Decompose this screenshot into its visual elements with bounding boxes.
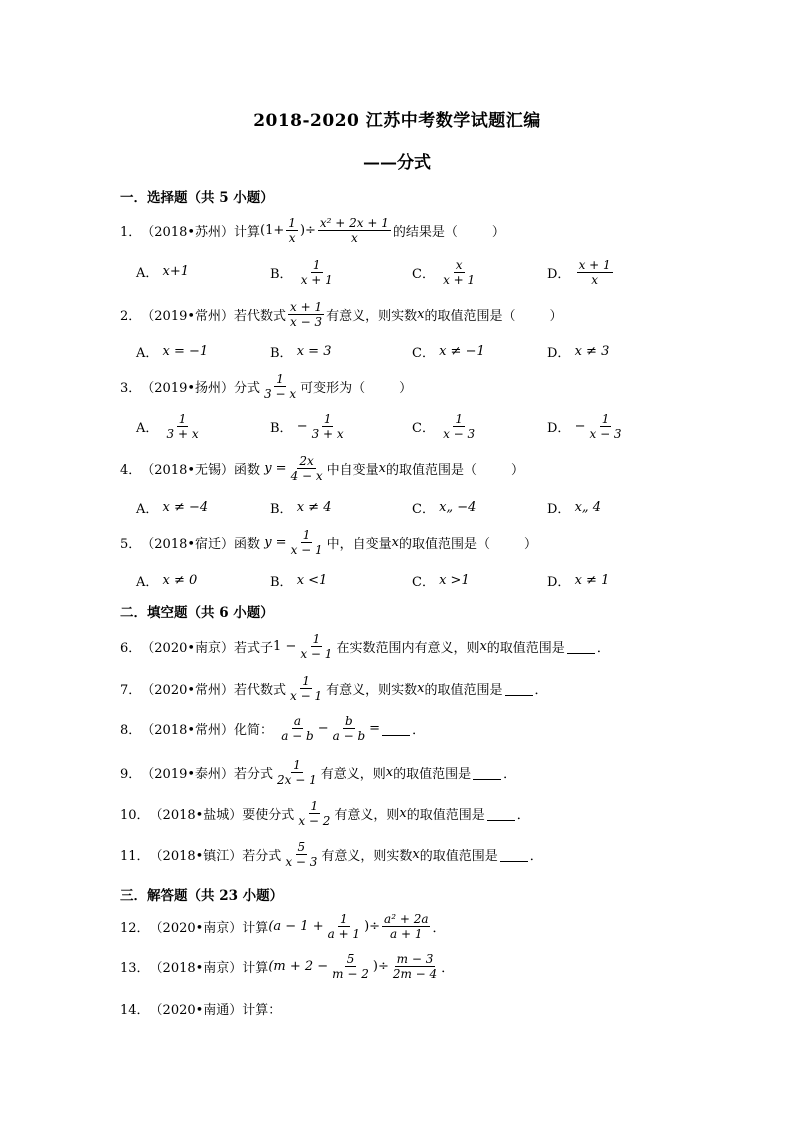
option-a: A． x+1 xyxy=(136,264,190,281)
answer-blank xyxy=(567,639,595,654)
question-12: 12． （2020•南京）计算 (a − 1 + $\frac{1}{a + 1}$ )÷ $\frac{\text{a² + 2a}}{a + 1}$ ． xyxy=(120,912,446,941)
question-2: 2． （2019•常州）若代数式 $\frac{x + 1}{x - 3}$ 有意义，则实数 x 的取值范围是（ ） xyxy=(120,300,563,329)
page-title: 2018-2020 江苏中考数学试题汇编 xyxy=(253,111,541,131)
question-13: 13． （2018•南京）计算 (m + 2 − $\frac{5}{m - 2}$ )÷ $\frac{m - 3}{2m - 4}$ ． xyxy=(120,952,455,981)
section-solutions: 三．解答题（共 23 小题） xyxy=(120,888,284,904)
fraction: $\frac{5}{x - 3}$ xyxy=(285,840,318,869)
question-10: 10． （2018•盐城）要使分式 $\frac{1}{x - 2}$ 有意义，则 x 的取值范围是 ． xyxy=(120,799,530,828)
question-8: 8． （2018•常州）化简： $\frac{a}{a - b}$ − $\frac{b}{a - b}$ = ． xyxy=(120,714,426,743)
fraction: $\frac{2x}{4 - x}$ xyxy=(290,454,323,483)
answer-blank xyxy=(487,806,515,821)
fraction: $\frac{1}{x}$ xyxy=(288,216,296,245)
fraction: $\frac{1}{x - 1}$ xyxy=(300,632,333,661)
fraction: $\frac{1}{x - 1}$ xyxy=(290,674,323,703)
option-a: A． x = −1 xyxy=(136,344,209,361)
question-6: 6． （2020•南京）若式子 1 − $\frac{1}{x - 1}$ 在实数范围内有意义，则 x 的取值范围是 ． xyxy=(120,632,610,661)
fraction: $\frac{1}{3 - x}$ xyxy=(264,372,297,401)
question-14: 14． （2020•南通）计算： xyxy=(120,1003,282,1018)
option-d: D． $\frac{x + 1}{x}$ xyxy=(547,258,611,287)
question-5: 5． （2018•宿迁）函数 y = $\frac{1}{x - 1}$ 中，自变量 x 的取值范围是（ ） xyxy=(120,528,538,557)
question-7: 7． （2020•常州）若代数式 $\frac{1}{x - 1}$ 有意义，则实数 x 的取值范围是 ． xyxy=(120,674,548,703)
fraction: $\frac{1}{x - 1}$ xyxy=(290,528,323,557)
fraction: $\frac{1}{x - 2}$ xyxy=(298,799,331,828)
section-fill-in: 二．填空题（共 6 小题） xyxy=(120,605,274,621)
question-2-options xyxy=(0,342,794,372)
question-3-options xyxy=(0,412,794,442)
option-b: B． x <1 xyxy=(270,573,328,590)
fraction: $\frac{a}{a - b}$ xyxy=(281,714,314,743)
fraction: $\frac{b}{a - b}$ xyxy=(332,714,366,743)
option-b: B． x = 3 xyxy=(270,344,332,361)
fraction: $\frac{1}{a + 1}$ xyxy=(327,912,361,941)
option-c: C． $\frac{x}{x + 1}$ xyxy=(412,258,476,287)
fraction: $\frac{\text{x² + 2x + 1}}{x}$ xyxy=(319,216,389,245)
fraction: $\frac{m - 3}{2m - 4}$ xyxy=(392,952,438,981)
option-c: C． x >1 xyxy=(412,573,470,590)
section-multiple-choice: 一．选择题（共 5 小题） xyxy=(120,190,274,206)
question-11: 11． （2018•镇江）若分式 $\frac{5}{x - 3}$ 有意义，则实数 x 的取值范围是 ． xyxy=(120,840,543,869)
answer-blank xyxy=(500,847,528,862)
question-4-options xyxy=(0,498,794,528)
answer-blank xyxy=(473,765,501,780)
option-b: B． $\frac{1}{x + 1}$ xyxy=(270,258,333,287)
option-b: B． x ≠ 4 xyxy=(270,500,332,517)
option-c: C． x ≠ −1 xyxy=(412,344,485,361)
question-5-options xyxy=(0,571,794,601)
answer-blank xyxy=(505,681,533,696)
question-4: 4． （2018•无锡）函数 y = $\frac{2x}{4 - x}$ 中自变量 x 的取值范围是（ ） xyxy=(120,454,525,483)
fraction: $\frac{5}{m - 2}$ xyxy=(332,952,369,981)
answer-blank xyxy=(382,721,410,736)
option-d: D． x„ 4 xyxy=(547,500,602,517)
fraction: $\frac{x + 1}{x - 3}$ xyxy=(290,300,323,329)
option-d: D． x ≠ 3 xyxy=(547,344,610,361)
fraction: $\frac{1}{2x - 1}$ xyxy=(277,758,317,787)
question-3: 3． （2019•扬州）分式 $\frac{1}{3 - x}$ 可变形为（ ） xyxy=(120,372,413,401)
option-a: A． x ≠ −4 xyxy=(136,500,209,517)
option-b: B． − $\frac{1}{3 + x}$ xyxy=(270,412,344,441)
fraction: $\frac{\text{a² + 2a}}{a + 1}$ xyxy=(384,912,429,941)
question-1: 1． （2018•苏州）计算 (1+ $\frac{1}{x}$ )÷ $\frac{\text{x² + 2x + 1}}{x}$ 的结果是（ ） xyxy=(120,216,505,245)
option-a: A． x ≠ 0 xyxy=(136,573,198,590)
question-9: 9． （2019•泰州）若分式 $\frac{1}{2x - 1}$ 有意义，则 x 的取值范围是 ． xyxy=(120,758,517,787)
option-c: C． $\frac{1}{x - 3}$ xyxy=(412,412,476,441)
option-d: D． − $\frac{1}{x - 3}$ xyxy=(547,412,622,441)
page-subtitle: ——分式 xyxy=(363,153,431,173)
option-d: D． x ≠ 1 xyxy=(547,573,610,590)
question-1-options xyxy=(0,258,794,288)
option-c: C． x„ −4 xyxy=(412,500,477,517)
option-a: A． $\frac{1}{3 + x}$ xyxy=(136,412,199,441)
